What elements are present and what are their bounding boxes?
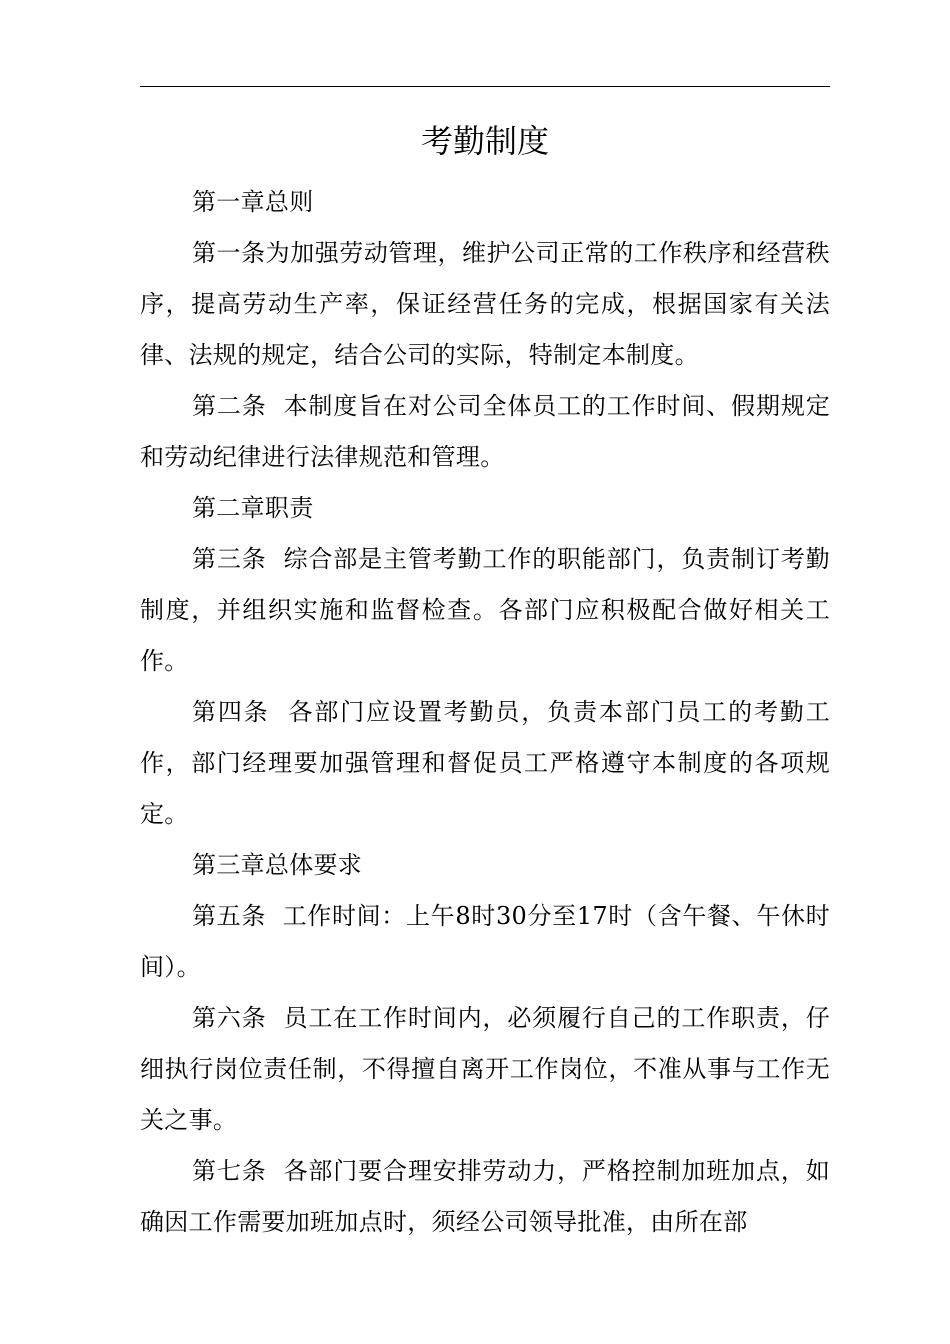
chapter-1-heading: 第一章总则 bbox=[192, 188, 314, 216]
document-body bbox=[140, 177, 830, 1248]
article-2: 第二条 本制度旨在对公司全体员工的工作时间、假期规定和劳动纪律进行法律规范和管理。 bbox=[140, 392, 830, 471]
header-rule bbox=[140, 86, 830, 87]
article-7: 第七条 各部门要合理安排劳动力，严格控制加班加点，如确因工作需要加班加点时，须经公司领导批准，由所在部 bbox=[140, 1157, 830, 1236]
document-title: 考勤制度 bbox=[420, 122, 549, 160]
article-6: 第六条 员工在工作时间内，必须履行自己的工作职责，仔细执行岗位责任制，不得擅自离开工作岗位，不准从事与工作无关之事。 bbox=[140, 1004, 830, 1134]
article-1: 第一条为加强劳动管理，维护公司正常的工作秩序和经营秩序，提高劳动生产率，保证经营任务的完成，根据国家有关法律、法规的规定，结合公司的实际，特制定本制度。 bbox=[140, 239, 830, 369]
chapter-2-heading: 第二章职责 bbox=[192, 494, 314, 522]
article-5: 第五条 工作时间：上午8时30分至17时（含午餐、午休时间）。 bbox=[140, 902, 830, 981]
article-3: 第三条 综合部是主管考勤工作的职能部门，负责制订考勤制度，并组织实施和监督检查。各部门应积极配合做好相关工作。 bbox=[140, 545, 830, 675]
chapter-3-heading: 第三章总体要求 bbox=[192, 851, 363, 879]
article-4: 第四条 各部门应设置考勤员，负责本部门员工的考勤工作，部门经理要加强管理和督促员工严格遵守本制度的各项规定。 bbox=[140, 698, 830, 828]
